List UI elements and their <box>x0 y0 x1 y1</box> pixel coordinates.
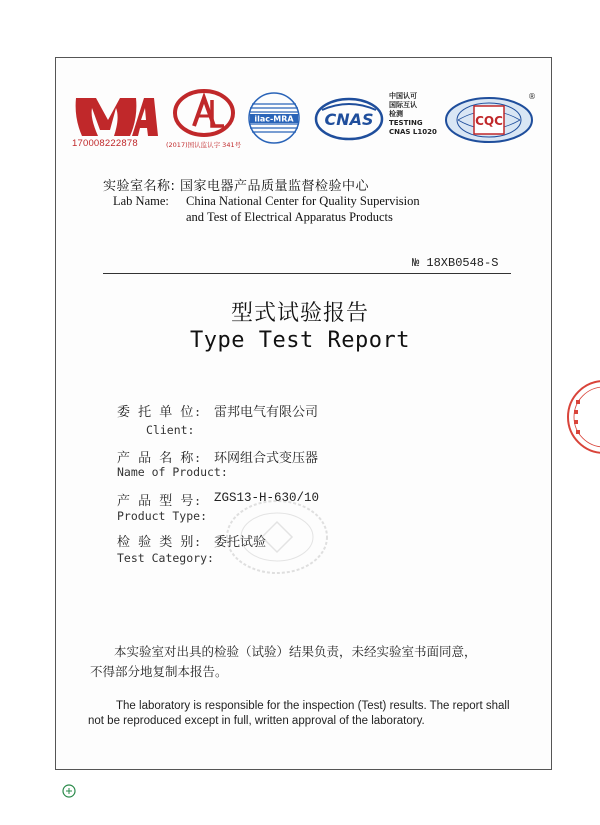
disclaimer-cn-line1: 本实验室对出具的检验（试验）结果负责，未经实验室书面同意， <box>114 644 477 659</box>
report-number: № 18XB0548-S <box>412 256 499 270</box>
client-label-cn: 委 托 单 位: <box>117 405 202 420</box>
cal-subtitle: (2017)国认监认字 341号 <box>166 141 242 149</box>
cqc-text: CQC <box>475 114 503 128</box>
client-value: 雷邦电气有限公司 <box>214 405 319 420</box>
disclaimer-en <box>88 699 528 729</box>
cnas-line: CNAS L1020 <box>389 128 437 136</box>
lab-name-en <box>113 193 420 225</box>
product-type-value: ZGS13-H-630/10 <box>214 491 320 505</box>
cnas-line: 国际互认 <box>389 101 417 109</box>
disclaimer-cn-line2: 不得部分地复制本报告。 <box>90 664 228 679</box>
test-category-label-en: Test Category: <box>117 551 214 565</box>
product-name-value: 环网组合式变压器 <box>214 451 319 466</box>
lab-name-en-line1: China National Center for Quality Supervision <box>186 194 420 208</box>
test-category-label-cn: 检 验 类 别: <box>117 535 202 550</box>
title-en: Type Test Report <box>190 328 410 353</box>
product-type-label-en: Product Type: <box>117 509 208 523</box>
product-name-label-cn: 产 品 名 称: <box>117 451 202 466</box>
lab-name-en-label: Lab Name: <box>113 194 169 208</box>
cqc-logo <box>444 96 534 144</box>
disclaimer-en-line2: not be reproduced except in full, written approval of the laboratory. <box>88 715 425 727</box>
ilac-text: ilac-MRA <box>254 114 294 124</box>
disclaimer-cn <box>90 642 530 682</box>
lab-name-en-line2: and Test of Electrical Apparatus Products <box>186 210 393 224</box>
cma-number: 170008222878 <box>72 138 138 149</box>
client-label-en: Client: <box>146 423 195 437</box>
cnas-line: TESTING <box>389 119 423 127</box>
cnas-text: CNAS <box>324 110 374 129</box>
cnas-logo <box>314 96 384 142</box>
test-category-value: 委托试验 <box>214 535 267 550</box>
cnas-line: 检测 <box>389 110 403 118</box>
cnas-caption <box>389 92 437 137</box>
cnas-line: 中国认可 <box>389 92 417 100</box>
divider <box>103 273 511 274</box>
disclaimer-en-line1: The laboratory is responsible for the inspection (Test) results. The report shall <box>116 700 510 712</box>
title-cn: 型式试验报告 <box>230 301 369 326</box>
red-seal <box>566 378 600 456</box>
ilac-mra-logo <box>246 92 302 144</box>
print-mark-icon <box>62 784 76 798</box>
cma-logo <box>70 90 158 142</box>
cal-logo <box>172 88 236 138</box>
product-type-label-cn: 产 品 型 号: <box>117 494 202 509</box>
lab-name-cn: 实验室名称: 国家电器产品质量监督检验中心 <box>103 179 370 194</box>
embossed-seal <box>222 496 332 578</box>
product-name-label-en: Name of Product: <box>117 465 228 479</box>
registered-mark: ® <box>528 92 536 101</box>
